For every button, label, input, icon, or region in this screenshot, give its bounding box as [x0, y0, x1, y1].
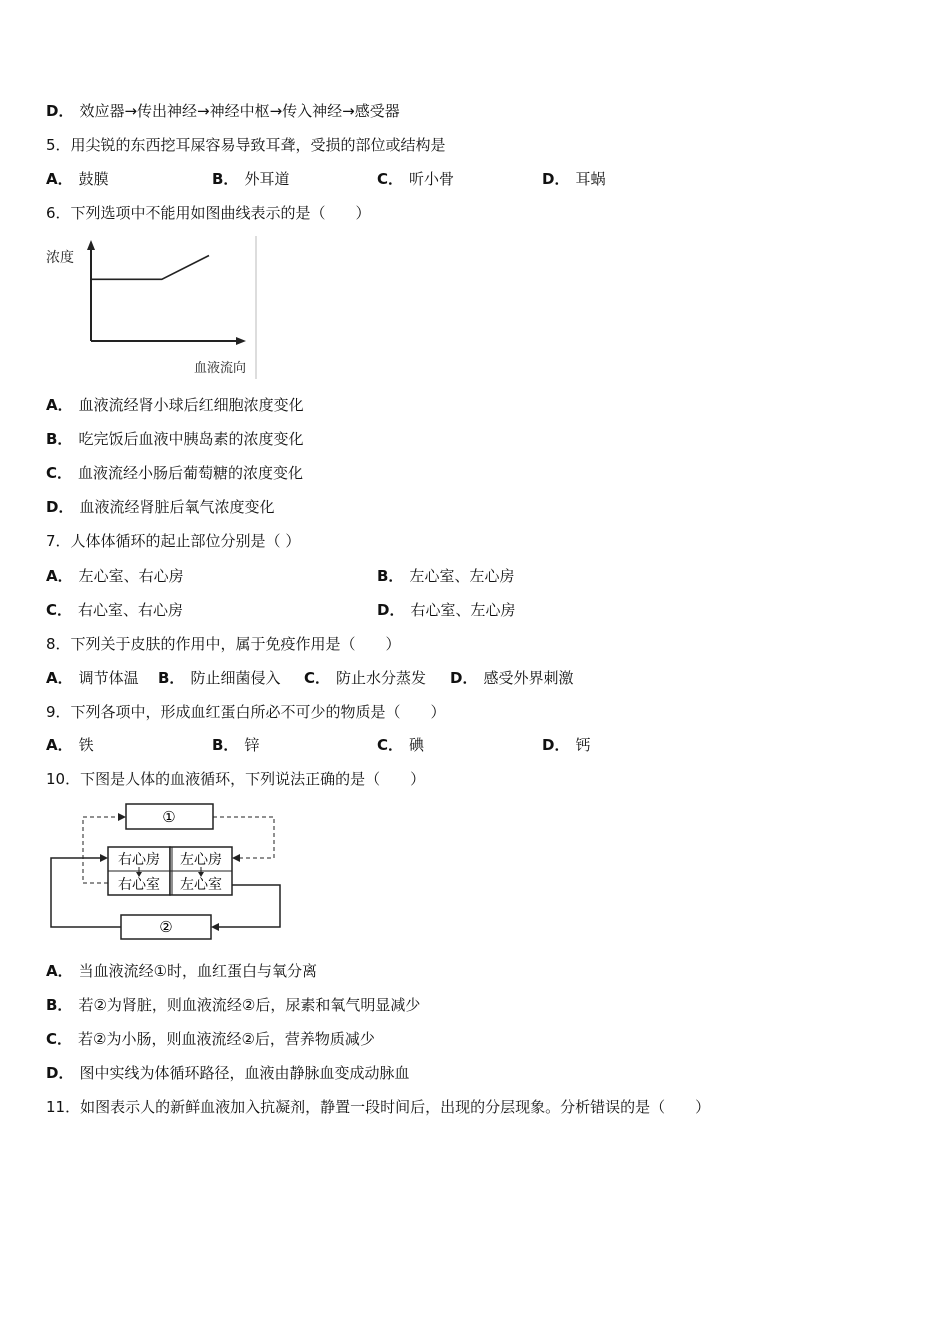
box-2-label: ②	[159, 918, 173, 936]
y-axis-label: 浓度	[46, 250, 74, 266]
q8-option-a: A． 调节体温	[46, 669, 139, 687]
q9-option-c: C． 碘	[377, 736, 425, 754]
q5-option-b: B． 外耳道	[212, 170, 290, 188]
right-ventricle-label: 右心室	[118, 877, 160, 893]
box-1-label: ①	[162, 808, 176, 826]
q5-stem: 5．用尖锐的东西挖耳屎容易导致耳聋，受损的部位或结构是	[46, 136, 446, 154]
q5-option-a: A． 鼓膜	[46, 170, 109, 188]
q7-stem: 7．人体体循环的起止部位分别是（ ）	[46, 532, 301, 550]
q8-stem: 8．下列关于皮肤的作用中，属于免疫作用是（ ）	[46, 635, 401, 653]
right-atrium-label: 右心房	[118, 852, 160, 868]
q6-option-b: B． 吃完饭后血液中胰岛素的浓度变化	[46, 430, 304, 448]
q10-option-d: D． 图中实线为体循环路径，血液由静脉血变成动脉血	[46, 1064, 410, 1082]
q10-option-c: C． 若②为小肠，则血液流经②后，营养物质减少	[46, 1030, 375, 1048]
q10-option-a: A． 当血液流经①时，血红蛋白与氧分离	[46, 962, 318, 980]
q8-option-c: C． 防止水分蒸发	[304, 669, 427, 687]
q6-option-d: D． 血液流经肾脏后氧气浓度变化	[46, 498, 275, 516]
q6-concentration-chart	[44, 236, 260, 379]
q7-option-d: D． 右心室、左心房	[377, 601, 516, 619]
x-axis-arrow	[236, 337, 246, 345]
y-axis-arrow	[87, 240, 95, 250]
q9-stem: 9．下列各项中，形成血红蛋白所必不可少的物质是（ ）	[46, 703, 446, 721]
q5-option-d: D． 耳蜗	[542, 170, 606, 188]
q10-stem: 10．下图是人体的血液循环，下列说法正确的是（ ）	[46, 770, 426, 788]
q6-option-a: A． 血液流经肾小球后红细胞浓度变化	[46, 396, 304, 414]
left-ventricle-label: 左心室	[180, 877, 222, 893]
q6-option-c: C． 血液流经小肠后葡萄糖的浓度变化	[46, 464, 304, 482]
q9-option-d: D． 钙	[542, 736, 591, 754]
pulmonary-arrowhead-1	[118, 813, 126, 821]
systemic-arrowhead-2	[100, 854, 108, 862]
left-atrium-label: 左心房	[180, 852, 222, 868]
q11-stem: 11．如图表示人的新鲜血液加入抗凝剂，静置一段时间后，出现的分层现象。分析错误的是（ ）	[46, 1098, 711, 1116]
q7-option-a: A． 左心室、右心房	[46, 567, 184, 585]
q8-option-d: D． 感受外界刺激	[450, 669, 574, 687]
q7-option-c: C． 右心室、右心房	[46, 601, 184, 619]
q9-option-b: B． 锌	[212, 736, 260, 754]
q6-stem: 6．下列选项中不能用如图曲线表示的是（ ）	[46, 204, 371, 222]
q10-circulation-diagram	[46, 800, 286, 942]
q8-option-b: B． 防止细菌侵入	[158, 669, 281, 687]
systemic-arrowhead-1	[211, 923, 219, 931]
q5-option-c: C． 听小骨	[377, 170, 455, 188]
concentration-curve	[91, 256, 209, 280]
q4-option-d: D． 效应器→传出神经→神经中枢→传入神经→感受器	[46, 102, 400, 120]
x-axis-label: 血液流向	[194, 361, 247, 376]
q9-option-a: A． 铁	[46, 736, 94, 754]
q10-option-b: B． 若②为肾脏，则血液流经②后，尿素和氧气明显减少	[46, 996, 421, 1014]
q7-option-b: B． 左心室、左心房	[377, 567, 515, 585]
pulmonary-arrowhead-2	[232, 854, 240, 862]
